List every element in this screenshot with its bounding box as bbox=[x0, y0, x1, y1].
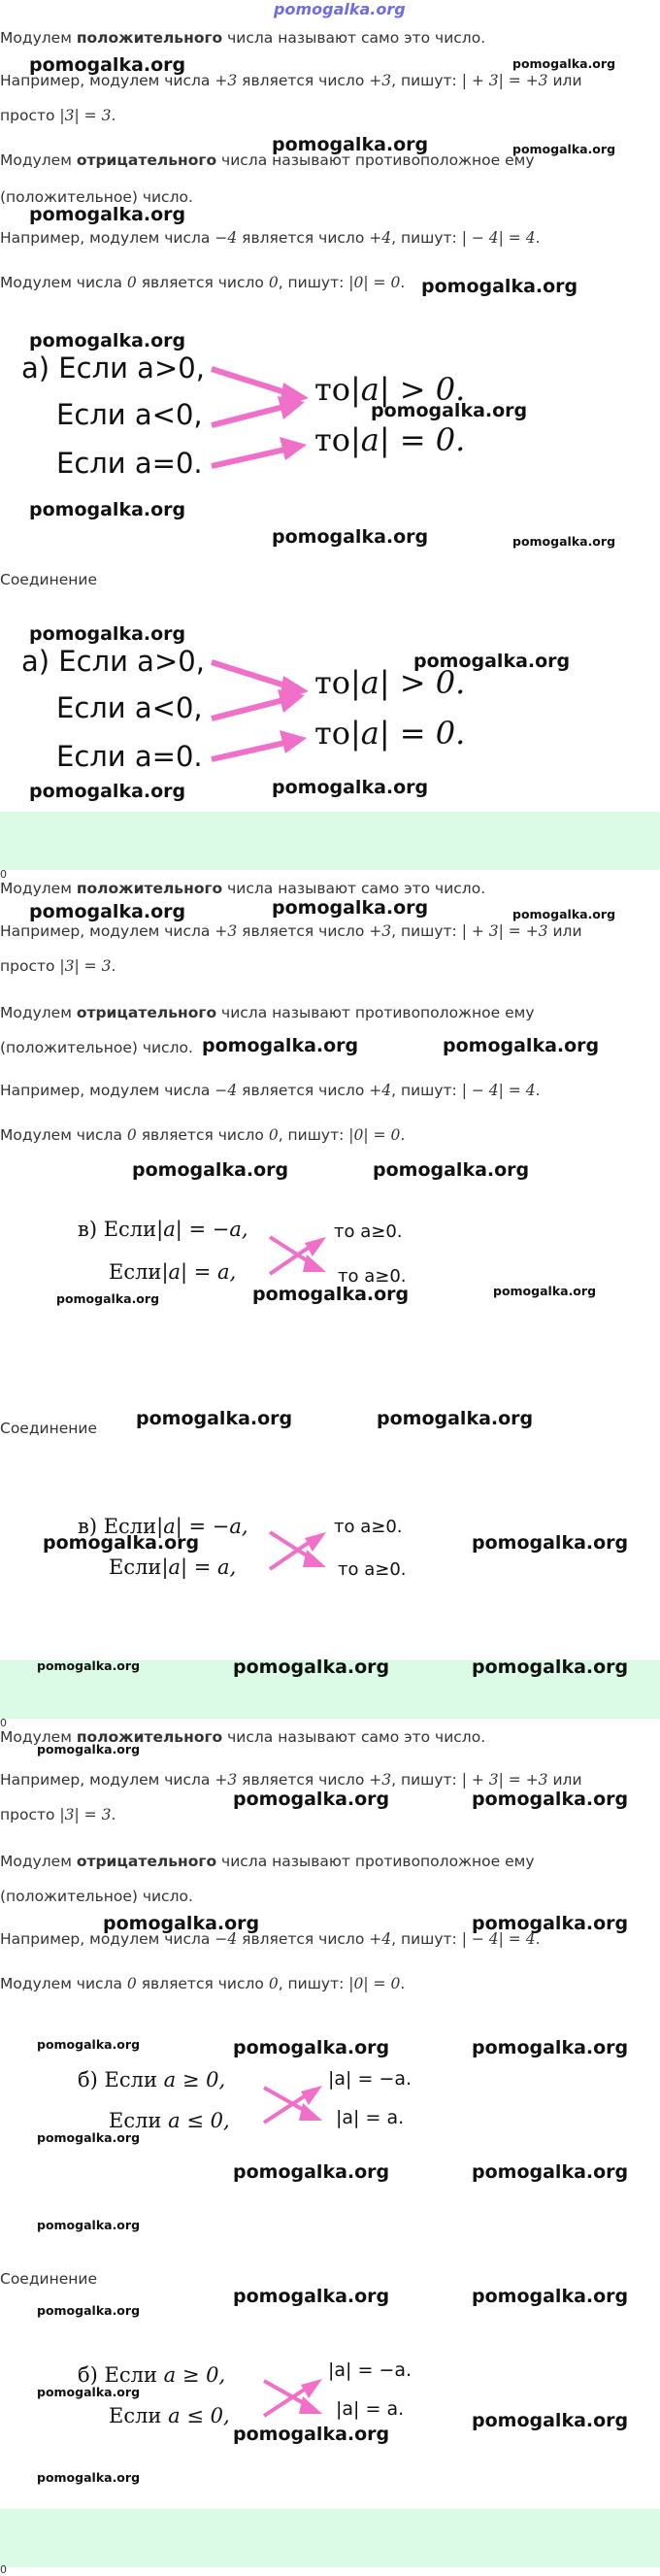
zero-mark: 0 bbox=[0, 2563, 7, 2576]
case-b-result-2: |a| = a. bbox=[336, 2398, 405, 2420]
example-positive: Например, модулем числа +3 является число +3, пишут: | + 3| = +3 или bbox=[0, 922, 582, 940]
connection-label: Соединение bbox=[0, 571, 98, 588]
negative-definition: Модулем отрицательного числа называют противоположное ему bbox=[0, 1853, 535, 1870]
negative-definition-cont: (положительное) число. bbox=[0, 188, 193, 206]
watermark: pomogalka.org bbox=[371, 400, 528, 421]
watermark: pomogalka.org bbox=[29, 330, 186, 351]
watermark: pomogalka.org bbox=[233, 2424, 390, 2445]
watermark: pomogalka.org bbox=[233, 2161, 390, 2183]
negative-definition: Модулем отрицательного числа называют противоположное ему bbox=[0, 1004, 535, 1021]
watermark: pomogalka.org bbox=[472, 1656, 629, 1678]
case-b-result-1: |a| = −a. bbox=[328, 2068, 412, 2090]
watermark: pomogalka.org bbox=[413, 651, 571, 672]
watermark: pomogalka.org bbox=[202, 1035, 359, 1056]
watermark: pomogalka.org bbox=[472, 2410, 629, 2431]
zero-definition: Модулем числа 0 является число 0, пишут: |0| = 0. bbox=[0, 274, 406, 291]
watermark: pomogalka.org bbox=[233, 2037, 390, 2058]
connection-label: Соединение bbox=[0, 1420, 98, 1437]
negative-definition: Модулем отрицательного числа называют противоположное ему bbox=[0, 151, 535, 169]
watermark: pomogalka.org bbox=[37, 2385, 141, 2399]
watermark: pomogalka.org bbox=[512, 142, 616, 156]
case-b-result-1: |a| = −a. bbox=[328, 2359, 412, 2381]
watermark: pomogalka.org bbox=[472, 2037, 629, 2058]
case-a-condition-3: Если a=0. bbox=[56, 740, 203, 773]
watermark: pomogalka.org bbox=[37, 2303, 141, 2318]
watermark: pomogalka.org bbox=[103, 1913, 260, 1934]
watermark: pomogalka.org bbox=[132, 1159, 289, 1181]
watermark: pomogalka.org bbox=[29, 781, 186, 802]
separator-band bbox=[0, 2509, 660, 2567]
zero-definition: Модулем числа 0 является число 0, пишут: |0| = 0. bbox=[0, 1975, 406, 1992]
case-v-condition-2: Если|a| = a, bbox=[109, 1556, 237, 1579]
case-v-condition-1: в) Если|a| = −a, bbox=[78, 1218, 248, 1241]
case-a-result-2: то|a| = 0. bbox=[314, 715, 466, 752]
watermark: pomogalka.org bbox=[29, 499, 186, 520]
example-simply: просто |3| = 3. bbox=[0, 107, 116, 124]
watermark: pomogalka.org bbox=[512, 534, 616, 549]
case-b-arrows bbox=[0, 293, 660, 2526]
zero-mark: 0 bbox=[0, 1717, 7, 1729]
case-a-condition-1: а) Если a>0, bbox=[21, 351, 205, 385]
watermark: pomogalka.org bbox=[472, 2161, 629, 2183]
watermark: pomogalka.org bbox=[37, 2470, 141, 2485]
zero-definition: Модулем числа 0 является число 0, пишут: |0| = 0. bbox=[0, 1126, 406, 1144]
watermark: pomogalka.org bbox=[29, 623, 186, 645]
watermark: pomogalka.org bbox=[37, 1742, 141, 1756]
positive-definition: Модулем положительного числа называют само это число. bbox=[0, 880, 486, 897]
case-a-condition-2: Если a<0, bbox=[56, 398, 203, 431]
case-a-result-1: то|a| > 0. bbox=[314, 371, 466, 408]
zero-mark: 0 bbox=[0, 868, 7, 881]
case-a-result-1: то|a| > 0. bbox=[314, 664, 466, 701]
watermark: pomogalka.org bbox=[233, 2286, 390, 2307]
watermark: pomogalka.org bbox=[29, 204, 186, 225]
example-positive: Например, модулем числа +3 является число +3, пишут: | + 3| = +3 или bbox=[0, 72, 582, 89]
watermark: pomogalka.org bbox=[233, 1656, 390, 1678]
watermark: pomogalka.org bbox=[373, 1159, 530, 1181]
watermark: pomogalka.org bbox=[272, 134, 429, 155]
watermark: pomogalka.org bbox=[37, 2037, 141, 2052]
connection-label: Соединение bbox=[0, 2270, 98, 2288]
watermark: pomogalka.org bbox=[493, 1284, 597, 1298]
negative-definition-cont: (положительное) число. bbox=[0, 1888, 193, 1905]
case-v-condition-2: Если|a| = a, bbox=[109, 1260, 237, 1284]
watermark: pomogalka.org bbox=[43, 1532, 200, 1554]
watermark: pomogalka.org bbox=[136, 1408, 293, 1429]
watermark: pomogalka.org bbox=[512, 56, 616, 71]
watermark: pomogalka.org bbox=[472, 2286, 629, 2307]
watermark: pomogalka.org bbox=[512, 907, 616, 921]
case-v-result-1: то a≥0. bbox=[334, 1517, 403, 1537]
watermark: pomogalka.org bbox=[29, 54, 186, 76]
example-simply: просто |3| = 3. bbox=[0, 957, 116, 975]
watermark: pomogalka.org bbox=[421, 276, 578, 297]
example-negative: Например, модулем числа −4 является число +4, пишут: | − 4| = 4. bbox=[0, 229, 541, 247]
case-b-condition-2: Если a ≤ 0, bbox=[109, 2109, 230, 2132]
watermark: pomogalka.org bbox=[472, 1913, 629, 1934]
watermark: pomogalka.org bbox=[272, 777, 429, 798]
case-a-condition-1: а) Если a>0, bbox=[21, 645, 205, 678]
watermark: pomogalka.org bbox=[37, 2130, 141, 2145]
watermark: pomogalka.org bbox=[443, 1035, 600, 1056]
case-a-result-2: то|a| = 0. bbox=[314, 421, 466, 458]
watermark: pomogalka.org bbox=[272, 526, 429, 548]
case-b-condition-1: б) Если a ≥ 0, bbox=[78, 2363, 226, 2387]
watermark: pomogalka.org bbox=[472, 1532, 629, 1554]
case-v-result-2: то a≥0. bbox=[338, 1266, 407, 1287]
case-a-condition-3: Если a=0. bbox=[56, 447, 203, 480]
case-v-condition-1: в) Если|a| = −a, bbox=[78, 1515, 248, 1538]
case-b-result-2: |a| = a. bbox=[336, 2107, 405, 2128]
watermark: pomogalka.org bbox=[37, 1658, 141, 1673]
case-b-condition-1: б) Если a ≥ 0, bbox=[78, 2068, 226, 2091]
positive-definition: Модулем положительного числа называют само это число. bbox=[0, 1728, 486, 1746]
watermark: pomogalka.org bbox=[472, 1789, 629, 1810]
example-negative: Например, модулем числа −4 является число +4, пишут: | − 4| = 4. bbox=[0, 1082, 541, 1099]
watermark: pomogalka.org bbox=[233, 1789, 390, 1810]
watermark: pomogalka.org bbox=[252, 1284, 410, 1305]
watermark: pomogalka.org bbox=[29, 901, 186, 922]
example-simply: просто |3| = 3. bbox=[0, 1806, 116, 1823]
watermark: pomogalka.org bbox=[37, 2218, 141, 2232]
watermark: pomogalka.org bbox=[56, 1291, 160, 1306]
example-negative: Например, модулем числа −4 является число +4, пишут: | − 4| = 4. bbox=[0, 1930, 541, 1948]
example-positive: Например, модулем числа +3 является число +3, пишут: | + 3| = +3 или bbox=[0, 1771, 582, 1789]
case-b-condition-2: Если a ≤ 0, bbox=[109, 2404, 230, 2427]
case-v-result-1: то a≥0. bbox=[334, 1221, 403, 1242]
case-a-condition-2: Если a<0, bbox=[56, 691, 203, 724]
top-watermark: pomogalka.org bbox=[274, 0, 406, 18]
case-v-result-2: то a≥0. bbox=[338, 1559, 407, 1580]
watermark: pomogalka.org bbox=[272, 897, 429, 919]
negative-definition-cont: (положительное) число. bbox=[0, 1039, 193, 1056]
watermark: pomogalka.org bbox=[377, 1408, 534, 1429]
positive-definition: Модулем положительного числа называют само это число. bbox=[0, 29, 486, 47]
